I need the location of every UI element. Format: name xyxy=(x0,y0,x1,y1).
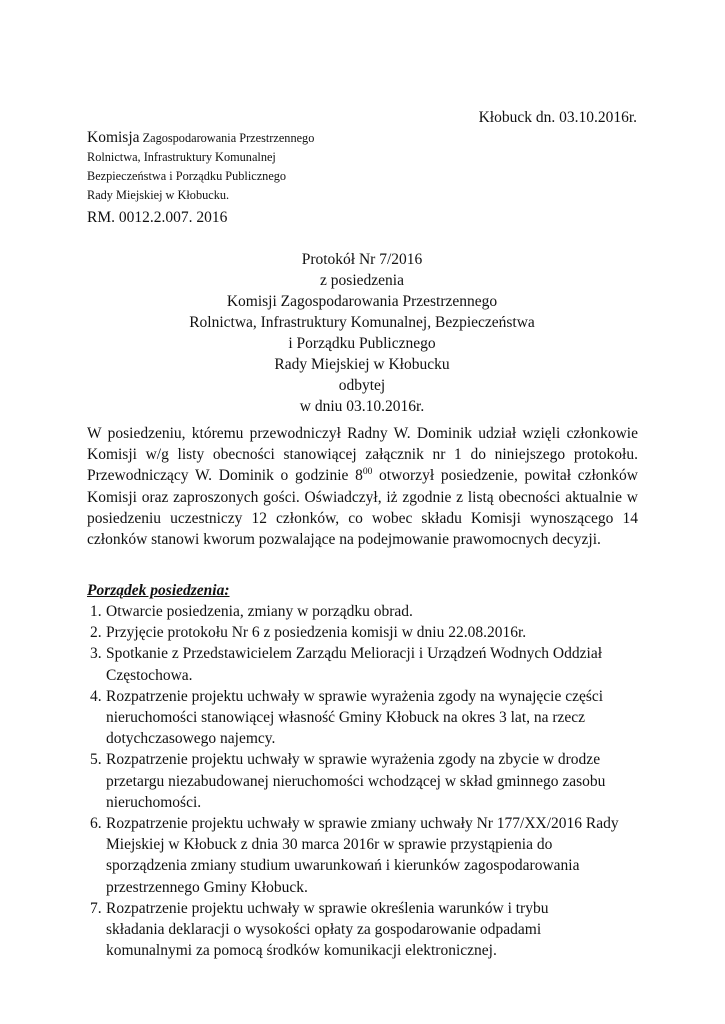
agenda-item xyxy=(87,643,647,685)
agenda-item-text: Spotkanie z Przedstawicielem Zarządu Melioracji i Urządzeń Wodnych Oddział xyxy=(106,645,602,663)
time-superscript: 00 xyxy=(362,467,373,478)
agenda-item xyxy=(87,622,647,643)
agenda-item-number: 2. xyxy=(90,624,102,642)
title-line: z posiedzenia xyxy=(320,272,404,289)
agenda-item-text: Rozpatrzenie projektu uchwały w sprawie wyrażenia zgody na zbycie w drodze xyxy=(106,751,601,769)
title-line: w dniu 03.10.2016r. xyxy=(299,398,425,415)
agenda-item-text: Rozpatrzenie projektu uchwały w sprawie zmiany uchwały Nr 177/XX/2016 Rady xyxy=(106,815,619,833)
agenda-item-number: 6. xyxy=(90,815,102,833)
agenda-item-text: nieruchomości stanowiącej własność Gminy Kłobuck na okres 3 lat, na rzecz xyxy=(106,709,586,727)
intro-text: W posiedzeniu, któremu przewodniczył Radny W. Dominik udział wzięli członkowie Komisji w/g listy obecności stanowiącej załącznik nr 1 do niniejszego protokołu. Przewodniczący W. Dominik o godzinie 8 xyxy=(87,425,638,485)
title-line: Rolnictwa, Infrastruktury Komunalnej, Bezpieczeństwa xyxy=(189,314,535,331)
agenda-item-text: komunalnymi za pomocą środków komunikacji elektronicznej. xyxy=(106,942,497,960)
agenda-item-text: Otwarcie posiedzenia, zmiany w porządku obrad. xyxy=(106,603,413,620)
title-line: Protokół Nr 7/2016 xyxy=(301,251,423,268)
reference-number: RM. 0012.2.007. 2016 xyxy=(87,209,228,226)
title-line: Komisji Zagospodarowania Przestrzennego xyxy=(226,293,498,310)
agenda-item xyxy=(87,686,647,750)
agenda-item-number: 1. xyxy=(90,603,102,620)
agenda-item xyxy=(87,601,647,622)
agenda-heading: Porządek posiedzenia: xyxy=(87,582,230,599)
agenda-item-number: 4. xyxy=(90,687,102,705)
agenda-item xyxy=(87,813,647,898)
agenda-item xyxy=(87,749,647,813)
agenda-item-number: 7. xyxy=(90,899,102,917)
agenda-item xyxy=(87,898,647,962)
agenda-item-text: przestrzennego Gminy Kłobuck. xyxy=(106,878,308,896)
agenda-item-text: przetargu niezabudowanej nieruchomości wchodzącej w skład gminnego zasobu xyxy=(106,772,606,790)
agenda-item-text: Częstochowa. xyxy=(106,666,193,684)
committee-header xyxy=(87,128,314,205)
agenda-item-text: sporządzenia zmiany studium uwarunkowań i kierunków zagospodarowania xyxy=(106,857,580,875)
agenda-item-text: dotychczasowego najemcy. xyxy=(106,730,276,748)
agenda-item-text: Przyjęcie protokołu Nr 6 z posiedzenia komisji w dniu 22.08.2016r. xyxy=(106,624,527,642)
agenda-item-text: nieruchomości. xyxy=(106,793,202,811)
document-date: Kłobuck dn. 03.10.2016r. xyxy=(478,109,637,126)
committee-word: Komisja xyxy=(87,129,140,146)
intro-text-continued: otworzył posiedzenie, powitał członków Komisji oraz zaproszonych gości. Oświadczył, iż zgodnie z listą obecności aktualnie w posiedzeniu uczestniczy 12 członków, co wobec składu Komisji wynoszącego 14 członków stanowi kworum pozwalające na podejmowanie prawomocnych decyzji. xyxy=(87,467,638,549)
intro-paragraph xyxy=(87,423,638,550)
agenda-item-text: składania deklaracji o wysokości opłaty za gospodarowanie odpadami xyxy=(106,921,542,939)
agenda-item-text: Rozpatrzenie projektu uchwały w sprawie określenia warunków i trybu xyxy=(106,899,549,917)
protocol-title xyxy=(87,249,637,417)
committee-header-line: Rolnictwa, Infrastruktury Komunalnej xyxy=(87,150,276,164)
title-line: odbytej xyxy=(338,377,386,394)
committee-header-line: Rady Miejskiej w Kłobucku. xyxy=(87,188,230,202)
committee-name: Zagospodarowania Przestrzennego xyxy=(142,131,315,145)
agenda-item-text: Miejskiej w Kłobuck z dnia 30 marca 2016r w sprawie przystąpienia do xyxy=(106,836,553,854)
title-line: i Porządku Publicznego xyxy=(288,335,436,352)
committee-header-line: Bezpieczeństwa i Porządku Publicznego xyxy=(87,169,287,183)
agenda-list xyxy=(87,601,647,961)
title-line: Rady Miejskiej w Kłobucku xyxy=(274,356,450,373)
committee-header-line xyxy=(87,128,314,148)
agenda-item-text: Rozpatrzenie projektu uchwały w sprawie wyrażenia zgody na wynajęcie części xyxy=(106,687,604,705)
agenda-item-number: 5. xyxy=(90,751,102,769)
agenda-item-number: 3. xyxy=(90,645,102,663)
